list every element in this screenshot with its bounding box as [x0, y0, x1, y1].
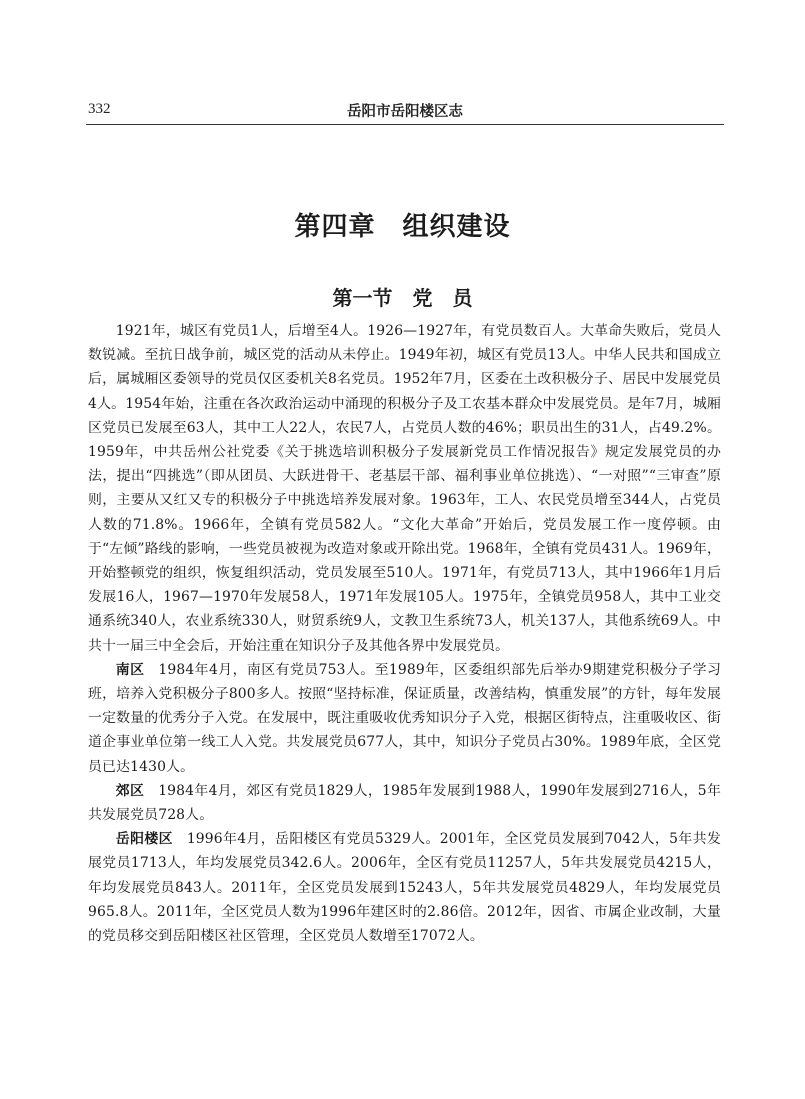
paragraph-yueyanglouqu — [88, 827, 721, 948]
paragraph-lead: 岳阳楼区 — [115, 831, 173, 848]
paragraph-nanqu — [88, 658, 721, 779]
paragraph-text: 1984年4月，郊区有党员1829人，1985年发展到1988人，1990年发展到2716人，5年共发展党员728人。 — [88, 782, 721, 824]
header-rule — [86, 124, 724, 125]
paragraph-jiaoqu — [88, 779, 721, 827]
page-number: 332 — [88, 101, 111, 117]
chapter-title: 第四章 组织建设 — [294, 212, 511, 242]
paragraph-text: 1984年4月，南区有党员753人。至1989年，区委组织部先后举办9期建党积极分子学习班，培养入党积极分子800多人。按照“坚持标准，保证质量，改善结构，慎重发展”的方针，每年发展一定数量的优秀分子入党。在发展中，既注重吸收优秀知识分子入党，根据区街特点，注重吸收区、街道企事业单位第一线工人入党。共发展党员677人，其中，知识分子党员占30%。1989年底，全区党员已达1430人。 — [88, 661, 721, 775]
body-text — [88, 319, 721, 948]
section-title: 第一节 党 员 — [332, 286, 473, 310]
paragraph-lead: 郊区 — [115, 782, 145, 799]
paragraph-lead: 南区 — [115, 661, 145, 678]
paragraph-overview — [88, 319, 721, 658]
page-header — [86, 98, 724, 124]
paragraph-text: 1921年，城区有党员1人，后增至4人。1926—1927年，有党员数百人。大革命失败后，党员人数锐减。至抗日战争前，城区党的活动从未停止。1949年初，城区有党员13人。中华人民共和国成立后，属城厢区委领导的党员仅区委机关8名党员。1952年7月，区委在土改积极分子、居民中发展党员4人。1954年始，注重在各次政治运动中涌现的积极分子及工农基本群众中发展党员。是年7月，城厢区党员已发展至63人，其中工人22人，农民7人，占党员人数的46%；职员出生的31人，占49.2%。1959年，中共岳州公社党委《关于挑选培训积极分子发展新党员工作情况报告》规定发展党员的办法，提出“四挑选”（即从团员、大跃进骨干、老基层干部、福利事业单位挑选）、“一对照”“三审查”原则，主要从又红又专的积极分子中挑选培养发展对象。1963年，工人、农民党员增至344人，占党员人数的71.8%。1966年，全镇有党员582人。“文化大革命”开始后，党员发展工作一度停顿。由于“左倾”路线的影响，一些党员被视为改造对象或开除出党。1968年，全镇有党员431人。1969年，开始整顿党的组织，恢复组织活动，党员发展至510人。1971年，有党员713人，其中1966年1月后发展16人，1967—1970年发展58人，1971年发展105人。1975年，全镇党员958人，其中工业交通系统340人，农业系统330人，财贸系统9人，文教卫生系统73人，机关137人，其他系统69人。中共十一届三中全会后，开始注重在知识分子及其他各界中发展党员。 — [88, 323, 721, 654]
paragraph-text: 1996年4月，岳阳楼区有党员5329人。2001年，全区党员发展到7042人，5年共发展党员1713人，年均发展党员342.6人。2006年，全区有党员11257人，5年共发展党员4215人，年均发展党员843人。2011年，全区党员发展到15243人，5年共发展党员4829人，年均发展党员965.8人。2011年，全区党员人数为1996年建区时的2.86倍。2012年，因省、市属企业改制，大量的党员移交到岳阳楼区社区管理，全区党员人数增至17072人。 — [88, 831, 721, 945]
running-title: 岳阳市岳阳楼区志 — [347, 104, 463, 120]
